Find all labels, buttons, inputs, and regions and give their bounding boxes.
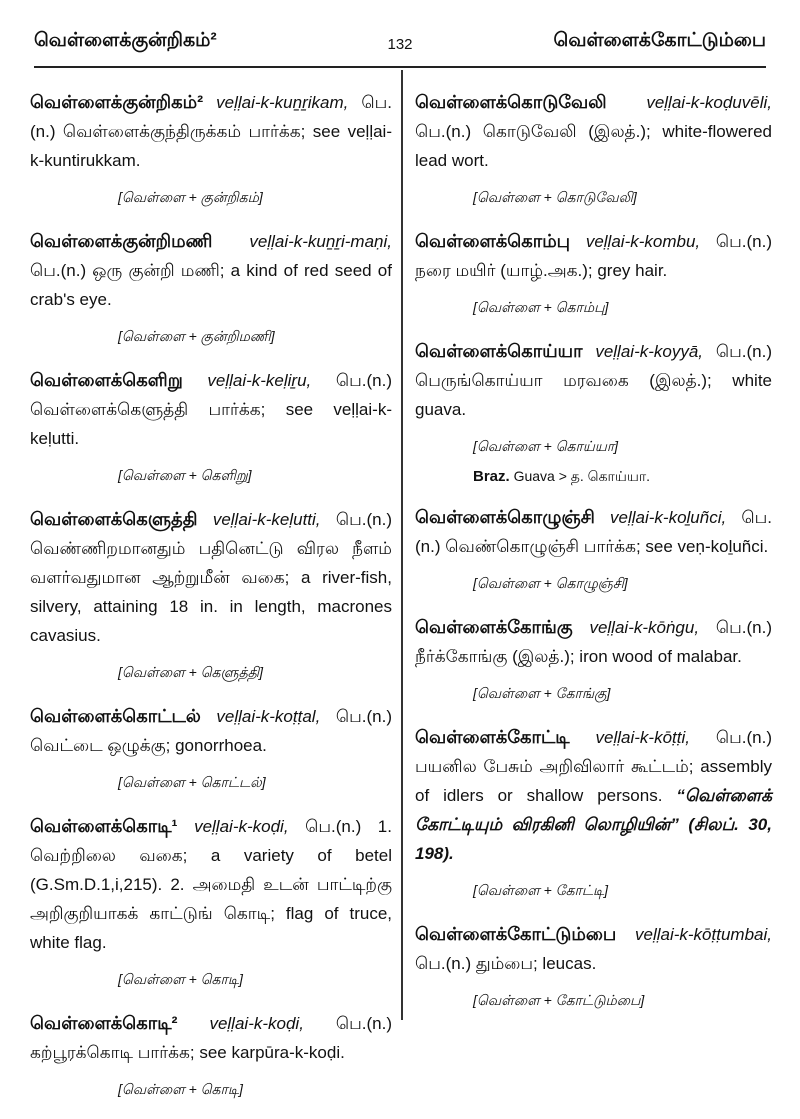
transliteration: veḷḷai-k-kōṭṭumbai, <box>635 925 772 944</box>
headword: வெள்ளைக்கொடி¹ <box>30 816 178 836</box>
etymology: [வெள்ளை + கொம்பு] <box>473 299 609 315</box>
transliteration: veḷḷai-k-kuṉṟi-maṇi, <box>249 232 392 251</box>
loanword-note <box>473 468 772 487</box>
transliteration: veḷḷai-k-koḍi, <box>209 1014 304 1033</box>
etymology: [வெள்ளை + கெளிறு] <box>118 467 252 483</box>
dictionary-entry <box>30 366 392 485</box>
definition: பெ.(n.) நீர்க்கோங்கு (இலத்.); iron wood of malabar. <box>415 618 772 666</box>
etymology: [வெள்ளை + கொய்யா] <box>473 438 619 454</box>
headword: வெள்ளைக்குன்றிகம்² <box>30 92 204 112</box>
definition: பெ.(n.) கற்பூரக்கொடி பார்க்க; see karpūra-k-koḍi. <box>30 1014 392 1062</box>
definition: பெ.(n.) வெள்ளைக்குந்திருக்கம் பார்க்க; see veḷḷai-k-kuntirukkam. <box>30 93 392 170</box>
definition: பெ.(n.) ஒரு குன்றி மணி; a kind of red seed of crab's eye. <box>30 261 392 309</box>
transliteration: veḷḷai-k-koṭṭal, <box>216 707 321 726</box>
transliteration: veḷḷai-k-koḍi, <box>194 817 289 836</box>
literary-quote: “வெள்ளைக் கோட்டியும் விரகினி லொழியின்” (சிலப். 30, 198). <box>415 786 772 863</box>
dictionary-entry <box>415 920 772 1010</box>
left-column <box>30 88 392 1119</box>
dictionary-entry <box>30 1009 392 1099</box>
column-divider <box>401 70 403 1020</box>
transliteration: veḷḷai-k-kuṉṟikam, <box>216 93 349 112</box>
etymology: [வெள்ளை + கெளுத்தி] <box>118 664 264 680</box>
dictionary-entry <box>415 723 772 900</box>
dictionary-entry <box>415 227 772 317</box>
note-label: Braz. <box>473 468 510 485</box>
definition: பெ.(n.) வெட்டை ஒழுக்கு; gonorrhoea. <box>30 707 392 755</box>
transliteration: veḷḷai-k-keḷiṟu, <box>207 371 312 390</box>
definition: பெ.(n.) நரை மயிர் (யாழ்.அக.); grey hair. <box>415 232 772 280</box>
headword: வெள்ளைக்கொம்பு <box>415 231 571 251</box>
etymology: [வெள்ளை + கொடி] <box>118 971 243 987</box>
headword: வெள்ளைக்கெளுத்தி <box>30 509 198 529</box>
header-rule <box>34 66 766 68</box>
dictionary-entry <box>30 812 392 989</box>
etymology: [வெள்ளை + கோட்டி] <box>473 882 609 898</box>
definition: பெ.(n.) வெண்கொழுஞ்சி பார்க்க; see veṇ-koḻuñci. <box>415 508 772 556</box>
transliteration: veḷḷai-k-keḷutti, <box>212 510 321 529</box>
headword: வெள்ளைக்கொடுவேலி <box>415 92 607 112</box>
headword: வெள்ளைக்கோட்டும்பை <box>415 924 617 944</box>
right-column <box>415 88 772 1030</box>
dictionary-entry <box>415 613 772 703</box>
definition: பெ.(n.) வெண்ணிறமானதும் பதினெட்டு விரல நீளம் வளர்வதுமான ஆற்றுமீன் வகை; a river-fish, silvery, attaining 18 in. in length, macrones cavasius. <box>30 510 392 645</box>
headword: வெள்ளைக்கொட்டல் <box>30 706 201 726</box>
page-number: 132 <box>387 36 413 53</box>
dictionary-entry <box>30 702 392 792</box>
transliteration: veḷḷai-k-koḻuñci, <box>610 508 727 527</box>
transliteration: veḷḷai-k-kombu, <box>585 232 701 251</box>
etymology: [வெள்ளை + கொட்டல்] <box>118 774 266 790</box>
dictionary-entry <box>30 88 392 207</box>
etymology: [வெள்ளை + கோட்டும்பை] <box>473 992 645 1008</box>
headword: வெள்ளைக்கெளிறு <box>30 370 183 390</box>
definition: பெ.(n.) 1. வெற்றிலை வகை; a variety of betel (G.Sm.D.1,i,215). 2. அமைதி உடன் பாட்டிற்கு அறிகுறியாகக் காட்டுங் கொடி; flag of truce, white flag. <box>30 817 392 952</box>
etymology: [வெள்ளை + கொடுவேலி] <box>473 189 637 205</box>
dictionary-entry <box>30 505 392 682</box>
dictionary-entry <box>30 227 392 346</box>
definition: பெ.(n.) வெள்ளைக்கெளுத்தி பார்க்க; see veḷḷai-k-keḷutti. <box>30 371 392 448</box>
etymology: [வெள்ளை + கொடி] <box>118 1081 243 1097</box>
definition: பெ.(n.) பெருங்கொய்யா மரவகை (இலத்.); white guava. <box>415 342 772 419</box>
transliteration: veḷḷai-k-koḍuvēli, <box>646 93 772 112</box>
headword: வெள்ளைக்குன்றிமணி <box>30 231 213 251</box>
headword: வெள்ளைக்கொய்யா <box>415 341 583 361</box>
etymology: [வெள்ளை + குன்றிகம்] <box>118 189 263 205</box>
dictionary-entry <box>415 88 772 207</box>
transliteration: veḷḷai-k-kōṭṭi, <box>595 728 690 747</box>
headword: வெள்ளைக்கொடி² <box>30 1013 178 1033</box>
headword: வெள்ளைக்கோங்கு <box>415 617 573 637</box>
headword: வெள்ளைக்கோட்டி <box>415 727 570 747</box>
definition: பெ.(n.) கொடுவேலி (இலத்.); white-flowered lead wort. <box>415 122 772 170</box>
header-left-guide-word: வெள்ளைக்குன்றிகம்² <box>34 30 217 51</box>
etymology: [வெள்ளை + கொழுஞ்சி] <box>473 575 628 591</box>
definition: பெ.(n.) தும்பை; leucas. <box>415 954 597 973</box>
etymology: [வெள்ளை + கோங்கு] <box>473 685 611 701</box>
headword: வெள்ளைக்கொழுஞ்சி <box>415 507 595 527</box>
page-header <box>34 30 766 60</box>
dictionary-entry <box>415 337 772 487</box>
transliteration: veḷḷai-k-koyyā, <box>595 342 704 361</box>
etymology: [வெள்ளை + குன்றிமணி] <box>118 328 275 344</box>
transliteration: veḷḷai-k-kōṅgu, <box>589 618 700 637</box>
dictionary-entry <box>415 503 772 593</box>
header-right-guide-word: வெள்ளைக்கோட்டும்பை <box>553 30 766 51</box>
note-text: Guava > த. கொய்யா. <box>513 468 651 484</box>
definition: பெ.(n.) பயனில பேசும் அறிவிலார் கூட்டம்; assembly of idlers or shallow persons. <box>415 728 772 805</box>
